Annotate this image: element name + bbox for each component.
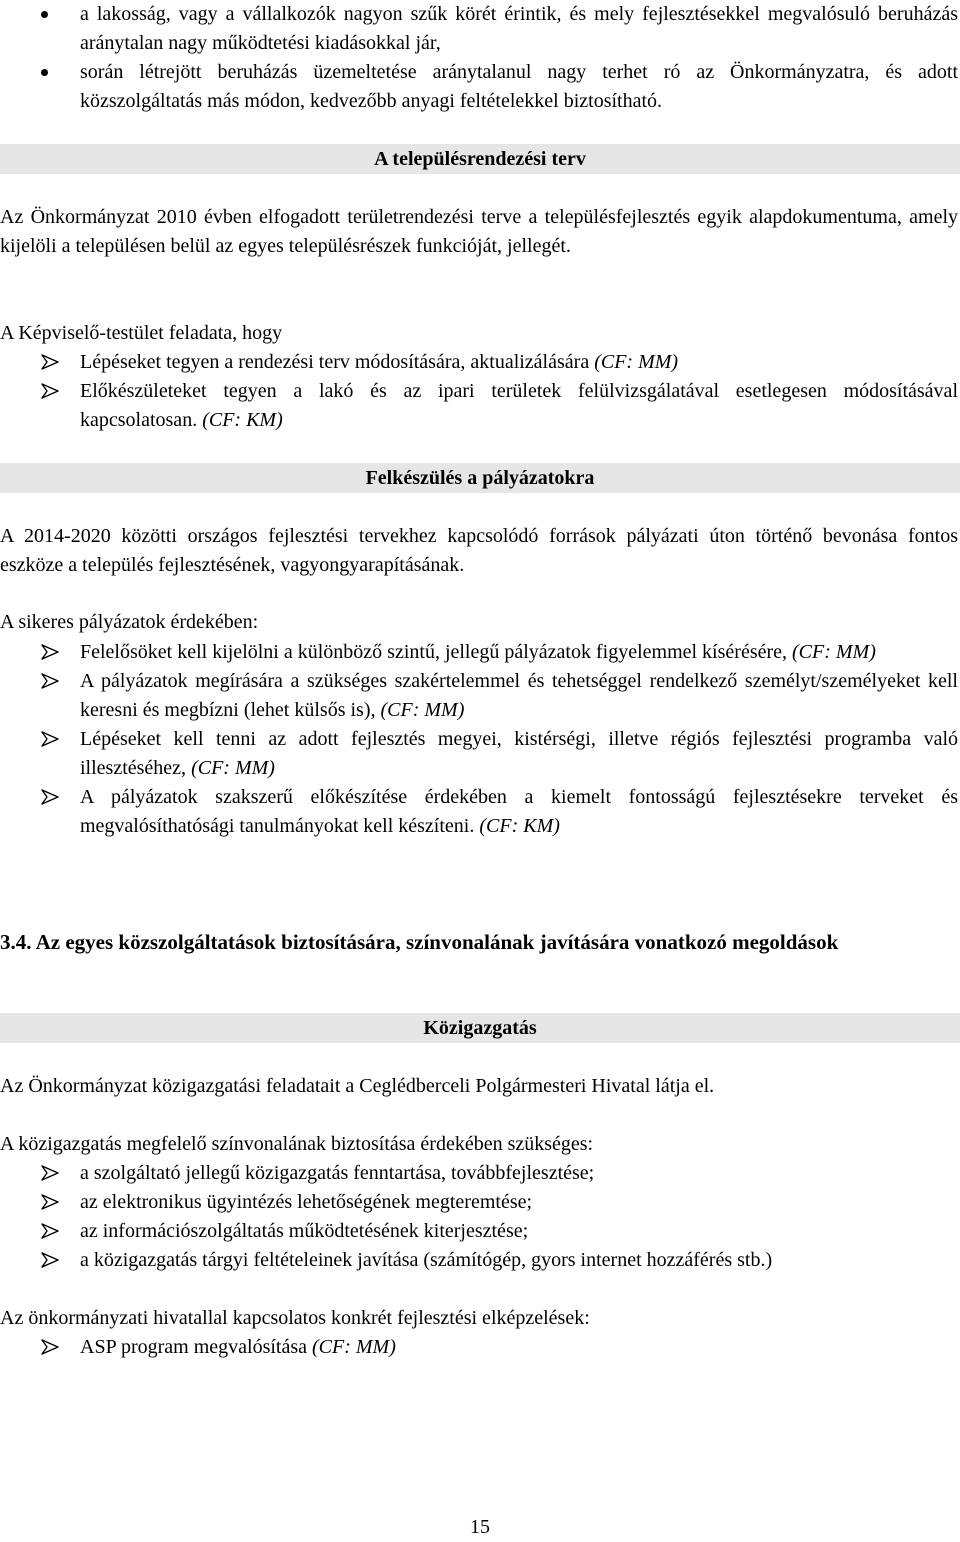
section-heading-band <box>0 1013 960 1043</box>
arrow-bullet-icon <box>41 644 59 660</box>
section-heading-band <box>0 463 960 493</box>
plan-list <box>0 1333 958 1362</box>
item-text: az elektronikus ügyintézés lehetőségének megteremtése; <box>80 1191 533 1213</box>
item-text: Lépéseket tegyen a rendezési terv módosítására, aktualizálására <box>80 351 595 373</box>
arrow-bullet-icon <box>41 1223 59 1239</box>
responsible-note: (CF: KM) <box>202 409 283 431</box>
item-text: Lépéseket kell tenni az adott fejlesztés megyei, kistérségi, illetve régiós fejlesztési programba való illesztéséhez, <box>80 728 958 779</box>
arrow-bullet-icon <box>41 1165 59 1181</box>
list-item: a lakosság, vagy a vállalkozók nagyon szűk körét érintik, és mely fejlesztésekkel megvalósuló beruházás aránytalan nagy működtetési kiadásokkal jár, <box>0 0 958 58</box>
paragraph: A 2014-2020 közötti országos fejlesztési tervekhez kapcsolódó források pályázati úton történő bevonása fontos eszköze a település fejlesztésének, vagyongyarapításának. <box>0 525 958 576</box>
item-text: A pályázatok megírására a szükséges szakértelemmel és tehetséggel rendelkező személyt/személyeket kell keresni és megbízni (lehet külsős is), <box>80 670 958 721</box>
chapter-number: 3.4. <box>0 930 32 954</box>
section-heading: Felkészülés a pályázatokra <box>365 467 595 489</box>
arrow-bullet-icon <box>41 1194 59 1210</box>
list-item: során létrejött beruházás üzemeltetése aránytalanul nagy terhet ró az Önkormányzatra, és adott közszolgáltatás más módon, kedvezőbb anyagi feltételekkel biztosítható. <box>0 58 958 116</box>
task-list <box>0 348 958 435</box>
section-heading-band <box>0 144 960 174</box>
list-item <box>0 667 958 725</box>
arrow-bullet-icon <box>41 673 59 689</box>
list-item <box>0 1246 958 1275</box>
list-intro: A közigazgatás megfelelő színvonalának biztosítása érdekében szükséges: <box>0 1133 594 1155</box>
list-intro: Az önkormányzati hivatallal kapcsolatos konkrét fejlesztési elképzelések: <box>0 1307 590 1329</box>
list-item <box>0 1333 958 1362</box>
chapter-heading <box>0 927 958 957</box>
list-item <box>0 783 958 841</box>
item-text: a közigazgatás tárgyi feltételeinek javítása (számítógép, gyors internet hozzáférés stb.) <box>80 1249 773 1271</box>
section-heading: A településrendezési terv <box>374 148 586 170</box>
arrow-bullet-icon <box>41 354 59 370</box>
list-intro: A sikeres pályázatok érdekében: <box>0 611 259 633</box>
item-text: A pályázatok szakszerű előkészítése érdekében a kiemelt fontosságú fejlesztésekre terveket és megvalósíthatósági tanulmányokat kell készíteni. <box>80 786 958 837</box>
item-text: a szolgáltató jellegű közigazgatás fenntartása, továbbfejlesztése; <box>80 1162 595 1184</box>
paragraph: Az Önkormányzat közigazgatási feladatait a Ceglédberceli Polgármesteri Hivatal látja el. <box>0 1075 715 1097</box>
requirement-list <box>0 1159 958 1275</box>
list-intro: A Képviselő-testület feladata, hogy <box>0 322 283 344</box>
list-item <box>0 725 958 783</box>
list-item <box>0 377 958 435</box>
arrow-bullet-icon <box>41 383 59 399</box>
responsible-note: (CF: MM) <box>312 1336 396 1358</box>
item-text: Felelősöket kell kijelölni a különböző szintű, jellegű pályázatok figyelemmel kísérésére, <box>80 641 793 663</box>
arrow-bullet-icon <box>41 789 59 805</box>
list-item <box>0 1159 958 1188</box>
task-list <box>0 638 958 841</box>
intro-bullet-list <box>0 0 958 116</box>
list-item <box>0 638 958 667</box>
section-heading: Közigazgatás <box>423 1017 537 1039</box>
item-text: ASP program megvalósítása <box>80 1336 313 1358</box>
arrow-bullet-icon <box>41 1339 59 1355</box>
paragraph: Az Önkormányzat 2010 évben elfogadott területrendezési terve a településfejlesztés egyik alapdokumentuma, amely kijelöli a településen belül az egyes településrészek funkcióját, jellegét. <box>0 206 958 257</box>
responsible-note: (CF: KM) <box>479 815 560 837</box>
list-item <box>0 1188 958 1217</box>
item-text: az információszolgáltatás működtetésének kiterjesztése; <box>80 1220 529 1242</box>
responsible-note: (CF: MM) <box>191 757 275 779</box>
responsible-note: (CF: MM) <box>380 699 465 721</box>
list-item <box>0 1217 958 1246</box>
chapter-title: Az egyes közszolgáltatások biztosítására, színvonalának javítására vonatkozó megoldások <box>35 930 839 954</box>
page-number: 15 <box>470 1516 490 1538</box>
responsible-note: (CF: MM) <box>594 351 679 373</box>
arrow-bullet-icon <box>41 1252 59 1268</box>
list-item <box>0 348 958 377</box>
arrow-bullet-icon <box>41 731 59 747</box>
responsible-note: (CF: MM) <box>792 641 876 663</box>
item-text: Előkészületeket tegyen a lakó és az ipari területek felülvizsgálatával esetlegesen módosításával kapcsolatosan. <box>80 380 958 431</box>
